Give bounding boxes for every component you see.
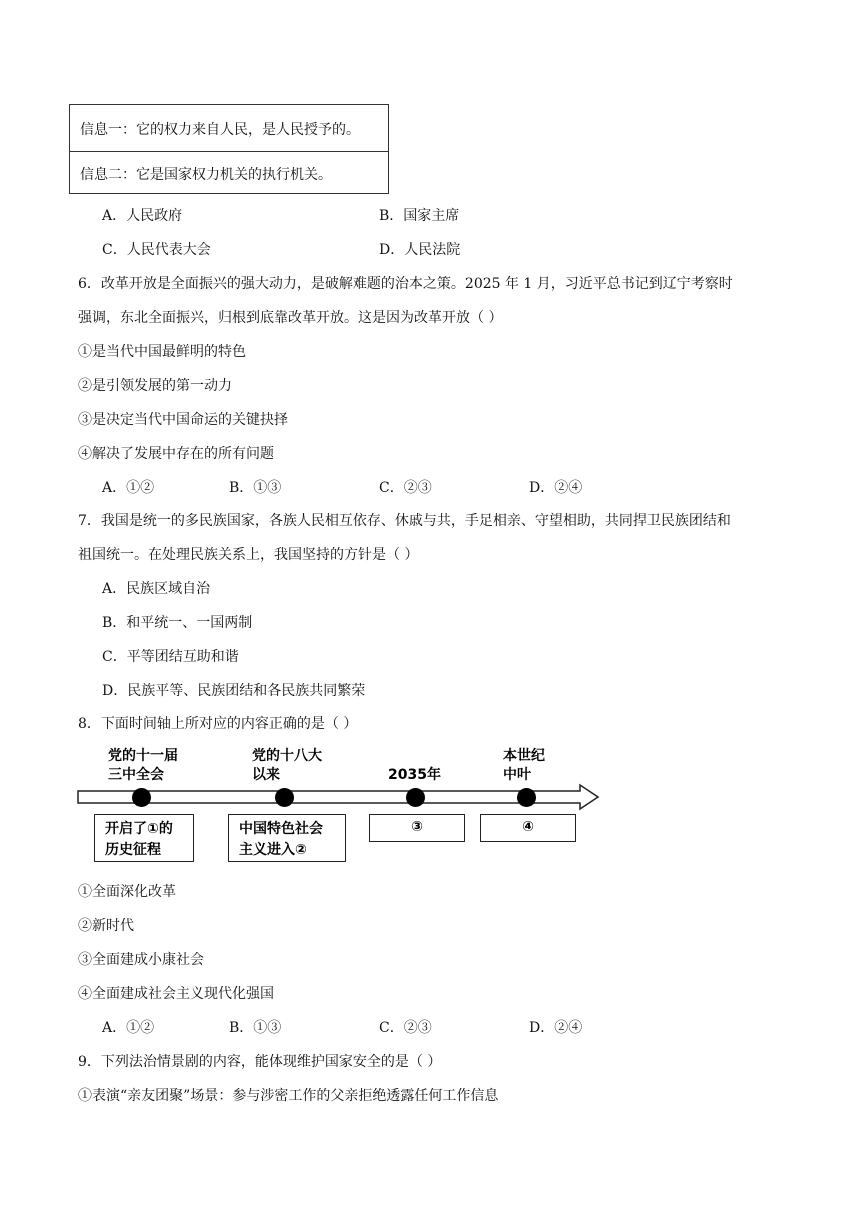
q8-option-a[interactable]: A．①② (102, 1020, 155, 1036)
q6-item-4: ④解决了发展中存在的所有问题 (78, 446, 274, 462)
q6-option-c[interactable]: C．②③ (379, 480, 432, 496)
q6-option-a[interactable]: A．①② (102, 480, 155, 496)
q5-option-b[interactable]: B．国家主席 (379, 208, 460, 224)
q6-stem-line2: 强调，东北全面振兴，归根到底靠改革开放。这是因为改革开放（ ） (78, 310, 503, 326)
timeline-dot-3 (406, 788, 425, 807)
q8-option-b[interactable]: B．①③ (229, 1020, 282, 1036)
q7-option-d[interactable]: D．民族平等、民族团结和各民族共同繁荣 (102, 683, 366, 699)
timeline-box-4: ④ (480, 814, 576, 842)
q6-option-d[interactable]: D．②④ (529, 480, 583, 496)
q8-item-1: ①全面深化改革 (78, 884, 176, 900)
q7-option-c[interactable]: C．平等团结互助和谐 (102, 649, 239, 665)
q6-option-b[interactable]: B．①③ (229, 480, 282, 496)
q8-stem: 8．下面时间轴上所对应的内容正确的是（ ） (78, 716, 358, 732)
timeline-dot-2 (275, 788, 294, 807)
timeline-label-1: 党的十一届 三中全会 (108, 748, 178, 783)
q6-item-3: ③是决定当代中国命运的关键抉择 (78, 412, 288, 428)
q7-option-a[interactable]: A．民族区域自治 (102, 581, 211, 597)
q5-option-c[interactable]: C．人民代表大会 (102, 242, 211, 258)
info-row-2: 信息二：它是国家权力机关的执行机关。 (80, 167, 332, 183)
timeline-dot-1 (132, 788, 151, 807)
q7-option-b[interactable]: B．和平统一、一国两制 (102, 615, 253, 631)
q8-option-d[interactable]: D．②④ (529, 1020, 583, 1036)
q5-option-d[interactable]: D．人民法院 (379, 242, 461, 258)
q7-stem-line2: 祖国统一。在处理民族关系上，我国坚持的方针是（ ） (78, 547, 419, 563)
q8-item-3: ③全面建成小康社会 (78, 952, 204, 968)
timeline-label-2: 党的十八大 以来 (252, 748, 322, 783)
q9-stem: 9．下列法治情景剧的内容，能体现维护国家安全的是（ ） (78, 1054, 442, 1070)
q6-item-2: ②是引领发展的第一动力 (78, 378, 232, 394)
timeline-label-3: 2035年 (388, 767, 441, 783)
q6-item-1: ①是当代中国最鲜明的特色 (78, 344, 246, 360)
q8-item-2: ②新时代 (78, 918, 134, 934)
timeline-box-3: ③ (369, 814, 465, 842)
q5-option-a[interactable]: A．人民政府 (102, 208, 183, 224)
timeline-box-2: 中国特色社会 主义进入② (228, 814, 346, 862)
timeline-box-1: 开启了①的 历史征程 (94, 814, 194, 862)
q8-option-c[interactable]: C．②③ (379, 1020, 432, 1036)
q8-item-4: ④全面建成社会主义现代化强国 (78, 986, 274, 1002)
q9-item-1: ①表演“亲友团聚”场景：参与涉密工作的父亲拒绝透露任何工作信息 (78, 1088, 499, 1104)
timeline-label-4: 本世纪 中叶 (503, 748, 545, 783)
q7-stem-line1: 7．我国是统一的多民族国家，各族人民相互依存、休戚与共，手足相亲、守望相助，共同捍卫民族团结和 (78, 513, 731, 529)
info-row-1: 信息一：它的权力来自人民，是人民授予的。 (80, 122, 360, 138)
timeline-dot-4 (517, 788, 536, 807)
q6-stem-line1: 6．改革开放是全面振兴的强大动力，是破解难题的治本之策。2025 年 1 月，习近平总书记到辽宁考察时 (78, 276, 733, 292)
